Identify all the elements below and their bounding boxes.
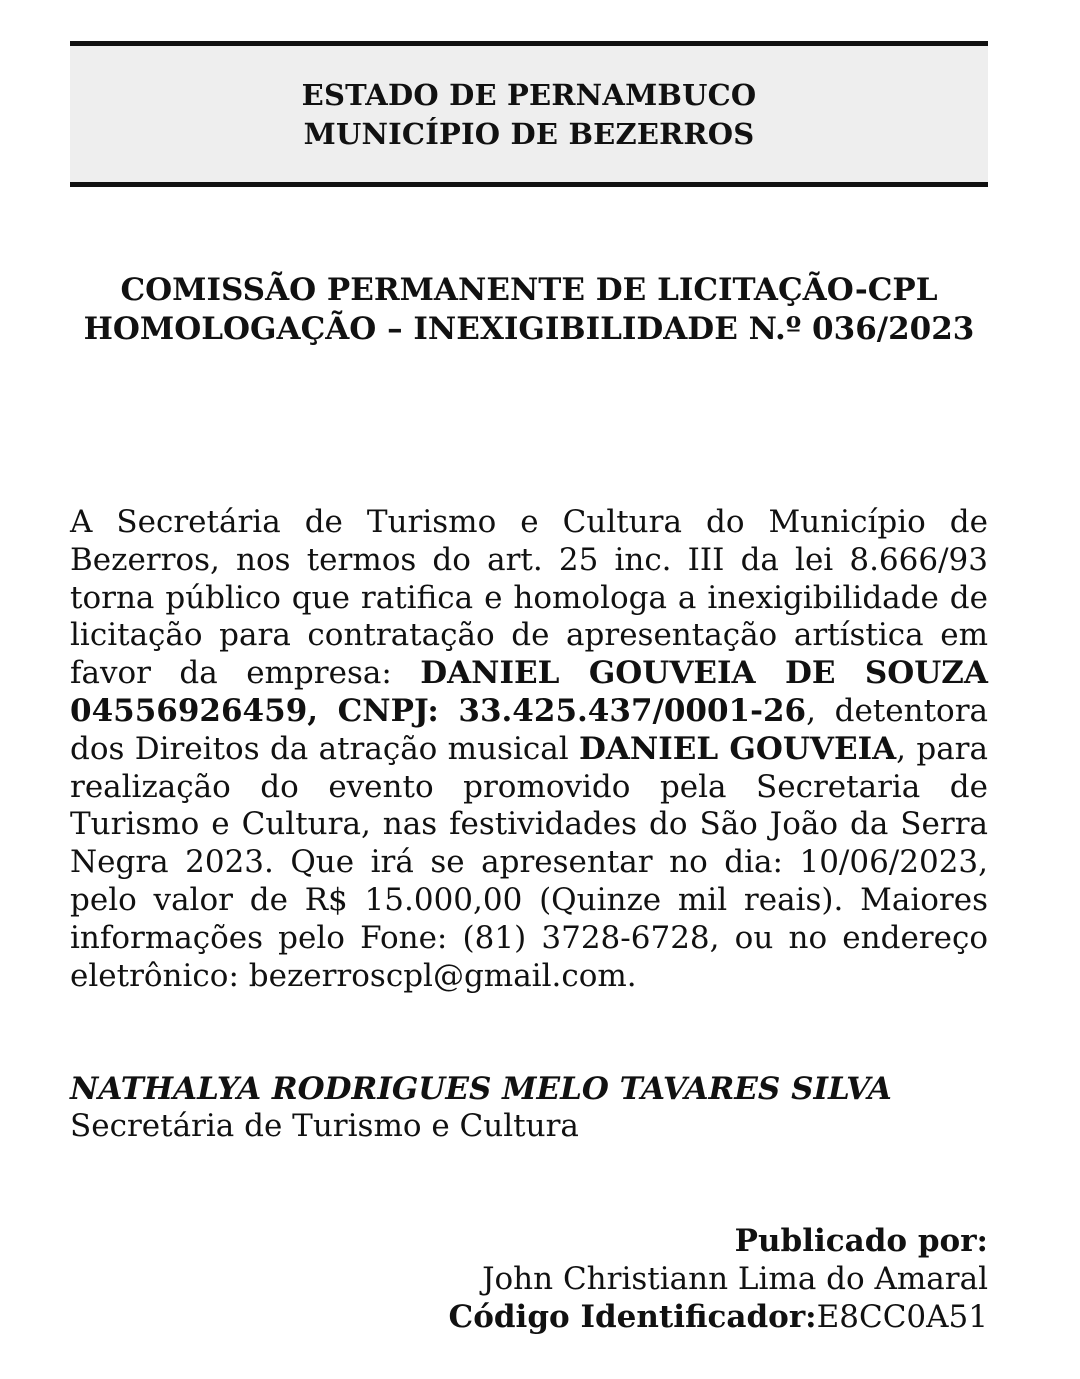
signer-name: NATHALYA RODRIGUES MELO TAVARES SILVA (70, 1071, 892, 1107)
body-part-2: , detentora dos Direitos da atração musical (70, 692, 988, 767)
published-by-label: Publicado por: (734, 1223, 988, 1259)
body-part-1: A Secretária de Turismo e Cultura do Município de Bezerros, nos termos do art. 25 inc. III da lei 8.666/93 torna público que ratifica e homologa a inexigibilidade de licitação para contratação de apresentação artística em favor da empresa: (70, 504, 988, 692)
publisher-name: John Christiann Lima do Amaral (482, 1261, 988, 1297)
title-homologation: HOMOLOGAÇÃO – INEXIGIBILIDADE N.º 036/2023 (83, 311, 975, 347)
body-paragraph (70, 504, 988, 995)
signature-block (70, 1071, 988, 1145)
artist-name: DANIEL GOUVEIA (578, 730, 897, 767)
publication-block (449, 1222, 988, 1336)
header-municipality: MUNICÍPIO DE BEZERROS (303, 117, 755, 151)
title-commission: COMISSÃO PERMANENTE DE LICITAÇÃO-CPL (120, 272, 938, 308)
identifier-line (449, 1298, 988, 1336)
signer-role: Secretária de Turismo e Cultura (70, 1108, 579, 1144)
header-box (70, 41, 988, 187)
company-name: DANIEL GOUVEIA DE SOUZA 04556926459, CNPJ: 33.425.437/0001-26 (70, 655, 988, 729)
identifier-label: Código Identificador: (448, 1299, 817, 1335)
header-state: ESTADO DE PERNAMBUCO (301, 78, 757, 112)
identifier-code: E8CC0A51 (816, 1299, 988, 1335)
body-part-3: , para realização do evento promovido pela Secretaria de Turismo e Cultura, nas festividades do São João da Serra Negra 2023. Que irá se apresentar no dia: 10/06/2023, pelo valor de R$ 15.000,00 (Quinze mil reais). Maiores informações pelo Fone: (81) 3728-6728, ou no endereço eletrônico: bezerroscpl@gmail.com. (70, 730, 988, 994)
document-title (70, 271, 988, 349)
